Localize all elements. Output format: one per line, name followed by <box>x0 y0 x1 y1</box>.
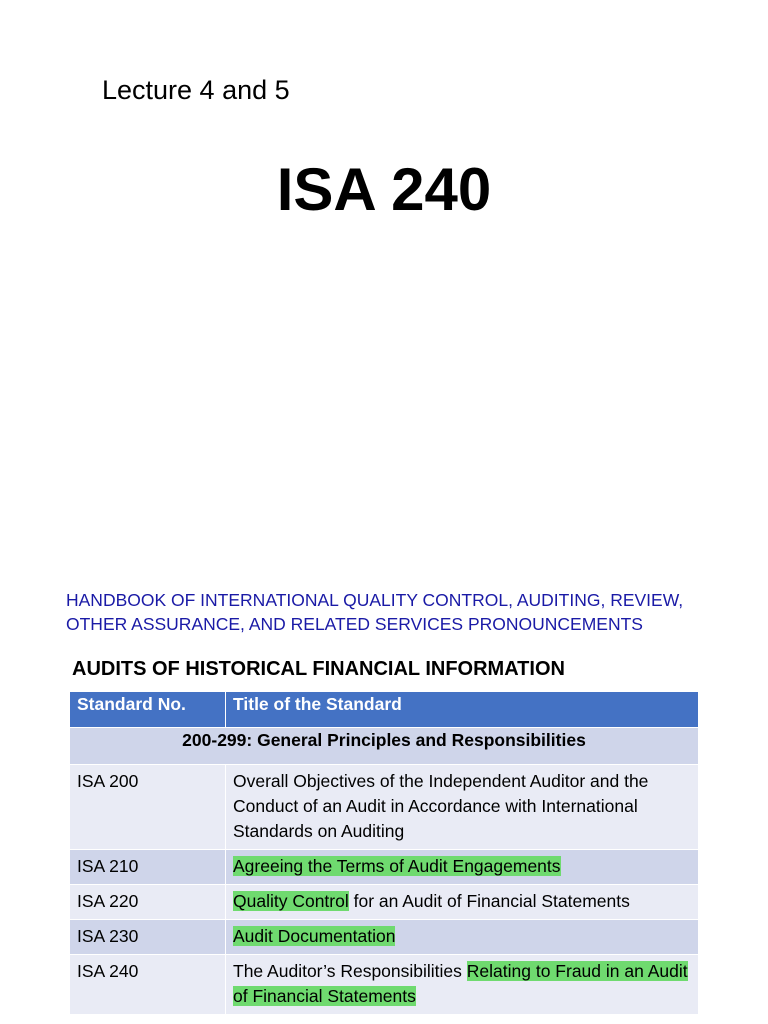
standard-number: ISA 240 <box>70 955 226 1015</box>
section-heading: AUDITS OF HISTORICAL FINANCIAL INFORMATION <box>72 658 565 680</box>
standards-slide <box>0 560 768 1024</box>
slide-title: ISA 240 <box>276 156 492 223</box>
standard-title <box>226 920 699 955</box>
table-row <box>70 765 698 850</box>
header-standard-no: Standard No. <box>70 692 226 728</box>
table-row <box>70 850 698 885</box>
handbook-line-2: OTHER ASSURANCE, AND RELATED SERVICES PRONOUNCEMENTS <box>66 614 643 634</box>
standard-number: ISA 200 <box>70 765 226 850</box>
highlighted-title-text: Quality Control <box>233 891 349 911</box>
standard-number: ISA 220 <box>70 885 226 920</box>
table-group-row <box>70 728 698 765</box>
lecture-subtitle: Lecture 4 and 5 <box>102 75 290 105</box>
standard-title <box>226 955 699 1015</box>
highlighted-title-text: Audit Documentation <box>233 926 396 946</box>
highlighted-title-text: Relating to Fraud in an Audit of Financial Statements <box>233 961 688 1006</box>
handbook-line-1: HANDBOOK OF INTERNATIONAL QUALITY CONTROL, AUDITING, REVIEW, <box>66 590 684 610</box>
header-title-of-standard: Title of the Standard <box>233 694 402 714</box>
standard-title <box>226 765 699 850</box>
standard-title-text: The Auditor’s Responsibilities <box>233 961 467 981</box>
standard-title <box>226 885 699 920</box>
table-row <box>70 955 698 1015</box>
standard-title-text: for an Audit of Financial Statements <box>348 891 630 911</box>
standard-title <box>226 850 699 885</box>
group-label: 200-299: General Principles and Responsibilities <box>70 728 698 765</box>
table-row <box>70 920 698 955</box>
handbook-heading <box>66 588 766 636</box>
table-row <box>70 885 698 920</box>
standard-number: ISA 210 <box>70 850 226 885</box>
table-header-row <box>70 692 698 728</box>
standard-number: ISA 230 <box>70 920 226 955</box>
standard-title-text: Overall Objectives of the Independent Auditor and the Conduct of an Audit in Accordance with International Standards on Auditing <box>233 771 649 841</box>
highlighted-title-text: Agreeing the Terms of Audit Engagements <box>233 856 561 876</box>
standards-table <box>70 692 698 1014</box>
